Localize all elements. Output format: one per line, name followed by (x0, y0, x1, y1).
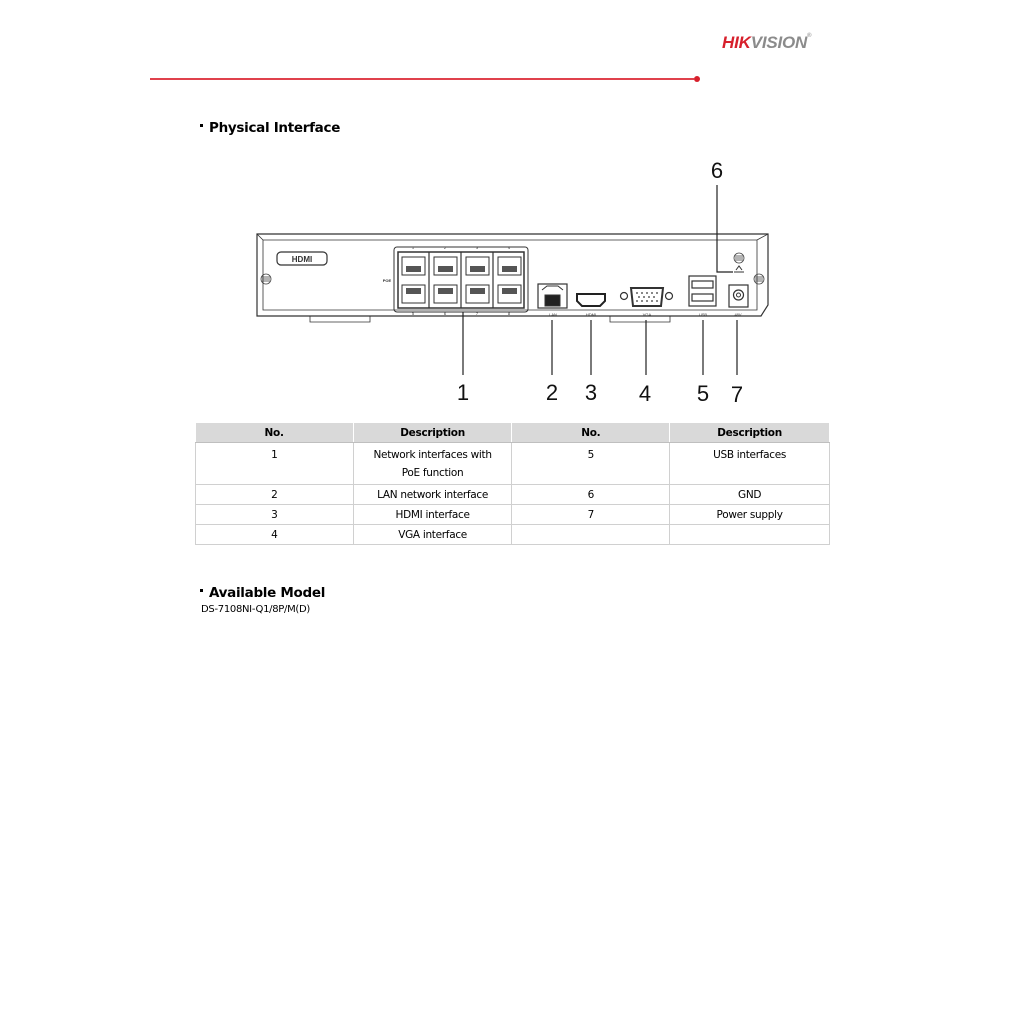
usb-ports (689, 276, 716, 306)
cell-description: Power supply (670, 505, 830, 525)
logo-part-hik: HIK (722, 33, 751, 52)
header-description-2: Description (670, 423, 830, 443)
desc-line-2: PoE function (401, 467, 464, 479)
cell-no (512, 525, 670, 545)
svg-text:8: 8 (507, 311, 511, 316)
cell-no: 3 (196, 505, 354, 525)
cell-description (353, 443, 512, 485)
cell-description: USB interfaces (670, 443, 830, 485)
svg-text:1: 1 (411, 245, 415, 250)
interface-table (195, 423, 830, 545)
svg-text:5: 5 (411, 311, 415, 316)
cell-description: GND (670, 485, 830, 505)
svg-text:3: 3 (475, 245, 479, 250)
vga-port (621, 288, 673, 306)
cell-no: 2 (196, 485, 354, 505)
table-row (196, 443, 830, 485)
table-header-row (196, 423, 830, 443)
heading-text: Physical Interface (209, 120, 341, 136)
cell-description: VGA interface (353, 525, 512, 545)
power-port (729, 285, 748, 307)
svg-text:VGA: VGA (642, 312, 652, 317)
cell-no: 7 (512, 505, 670, 525)
cell-description: HDMI interface (353, 505, 512, 525)
hdmi-port (577, 294, 605, 306)
bullet-icon (200, 589, 203, 592)
svg-text:7: 7 (730, 382, 744, 407)
table-row (196, 485, 830, 505)
table-row (196, 505, 830, 525)
svg-text:7: 7 (475, 311, 479, 316)
header-divider-dot (694, 76, 700, 82)
svg-text:LAN: LAN (549, 312, 557, 317)
cell-no: 6 (512, 485, 670, 505)
cell-description: LAN network interface (353, 485, 512, 505)
logo-part-vision: VISION (750, 33, 808, 52)
physical-interface-heading (200, 120, 340, 136)
available-model-heading (200, 585, 325, 601)
svg-text:4: 4 (638, 381, 652, 406)
table-row (196, 525, 830, 545)
svg-text:4: 4 (507, 245, 511, 250)
rear-panel-diagram (240, 150, 800, 410)
desc-line-1: Network interfaces with (373, 449, 492, 461)
cell-no: 5 (512, 443, 670, 485)
header-no-2: No. (512, 423, 670, 443)
svg-text:HDMI: HDMI (585, 312, 597, 317)
callout-numbers (457, 158, 743, 407)
svg-text:3: 3 (584, 380, 598, 405)
svg-text:USB: USB (698, 312, 708, 317)
ground-icon (734, 266, 744, 272)
svg-text:6: 6 (710, 158, 724, 183)
model-number: DS-7108NI-Q1/8P/M(D) (201, 604, 311, 615)
cell-no: 1 (196, 443, 354, 485)
svg-text:48V: 48V (734, 312, 742, 317)
svg-text:POE: POE (382, 278, 392, 283)
svg-text:HDMI: HDMI (291, 255, 313, 264)
svg-text:2: 2 (545, 380, 559, 405)
header-no: No. (196, 423, 354, 443)
lan-port (538, 284, 567, 308)
header-divider (150, 78, 694, 80)
svg-text:5: 5 (696, 381, 710, 406)
header-description: Description (353, 423, 512, 443)
hikvision-logo (722, 33, 811, 53)
poe-port-block (394, 247, 528, 312)
cell-no: 4 (196, 525, 354, 545)
svg-text:2: 2 (443, 245, 447, 250)
heading-text: Available Model (209, 585, 326, 601)
callout-leaders (463, 185, 737, 375)
cell-description (670, 525, 830, 545)
hdmi-logo-badge (277, 252, 327, 265)
registered-mark: ® (807, 33, 812, 39)
bullet-icon (200, 124, 203, 127)
svg-text:1: 1 (456, 380, 470, 405)
svg-text:6: 6 (443, 311, 447, 316)
